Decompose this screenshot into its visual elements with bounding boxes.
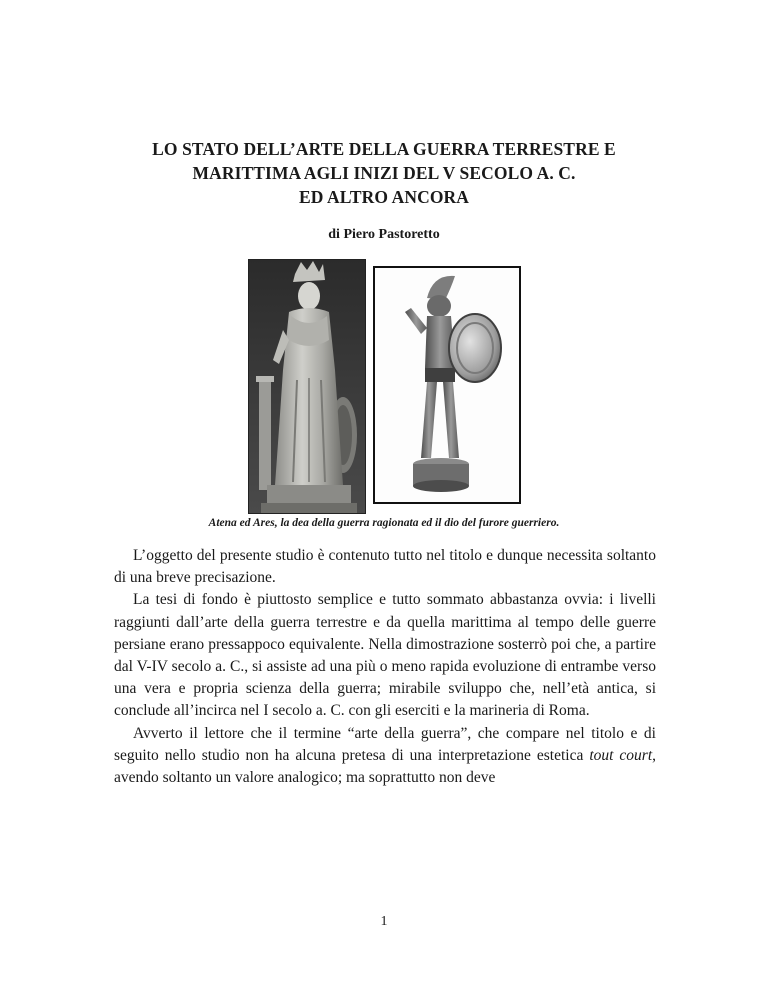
title-line-1: LO STATO DELL’ARTE DELLA GUERRA TERRESTRE E [152,139,616,159]
paragraph-3-part-2: , avendo soltanto un valore analogico; ma soprattutto non deve [114,746,656,787]
paragraph-3-part-1: Avverto il lettore che il termine “arte della guerra”, che compare nel titolo e di seguito nello studio non ha alcuna pretesa di una interpretazione estetica [114,724,656,764]
body-text [114,545,656,789]
paragraph-1: L’oggetto del presente studio è contenuto tutto nel titolo e dunque necessita soltanto di una breve precisazione. [114,547,656,587]
paper-title [100,137,668,209]
paragraph-3-italic: tout court [589,746,653,764]
athena-statue-image [248,259,366,514]
paragraph-2: La tesi di fondo è piuttosto semplice e tutto sommato abbastanza ovvia: i livelli raggiunti dall’arte della guerra terrestre e da quella marittima al tempo delle guerre persiane erano pressappoco equivalente. Nella dimostrazione sosterrò poi che, a partire dal V-IV secolo a. C., si assiste ad una più o meno rapida evoluzione di entrambe verso una vera e propria scienza della guerra; mirabile sviluppo che, nell’età antica, si conclude all’incirca nel I secolo a. C. con gli eserciti e la marineria di Roma. [114,591,656,720]
page-number: 1 [380,914,388,929]
paragraph-3 [114,723,656,790]
author-line: di Piero Pastoretto [328,227,440,242]
title-line-2: MARITTIMA AGLI INIZI DEL V SECOLO A. C. [192,163,576,183]
figure-caption: Atena ed Ares, la dea della guerra ragionata ed il dio del furore guerriero. [208,517,560,529]
ares-statuette-image [373,266,521,504]
title-line-3: ED ALTRO ANCORA [298,187,470,207]
